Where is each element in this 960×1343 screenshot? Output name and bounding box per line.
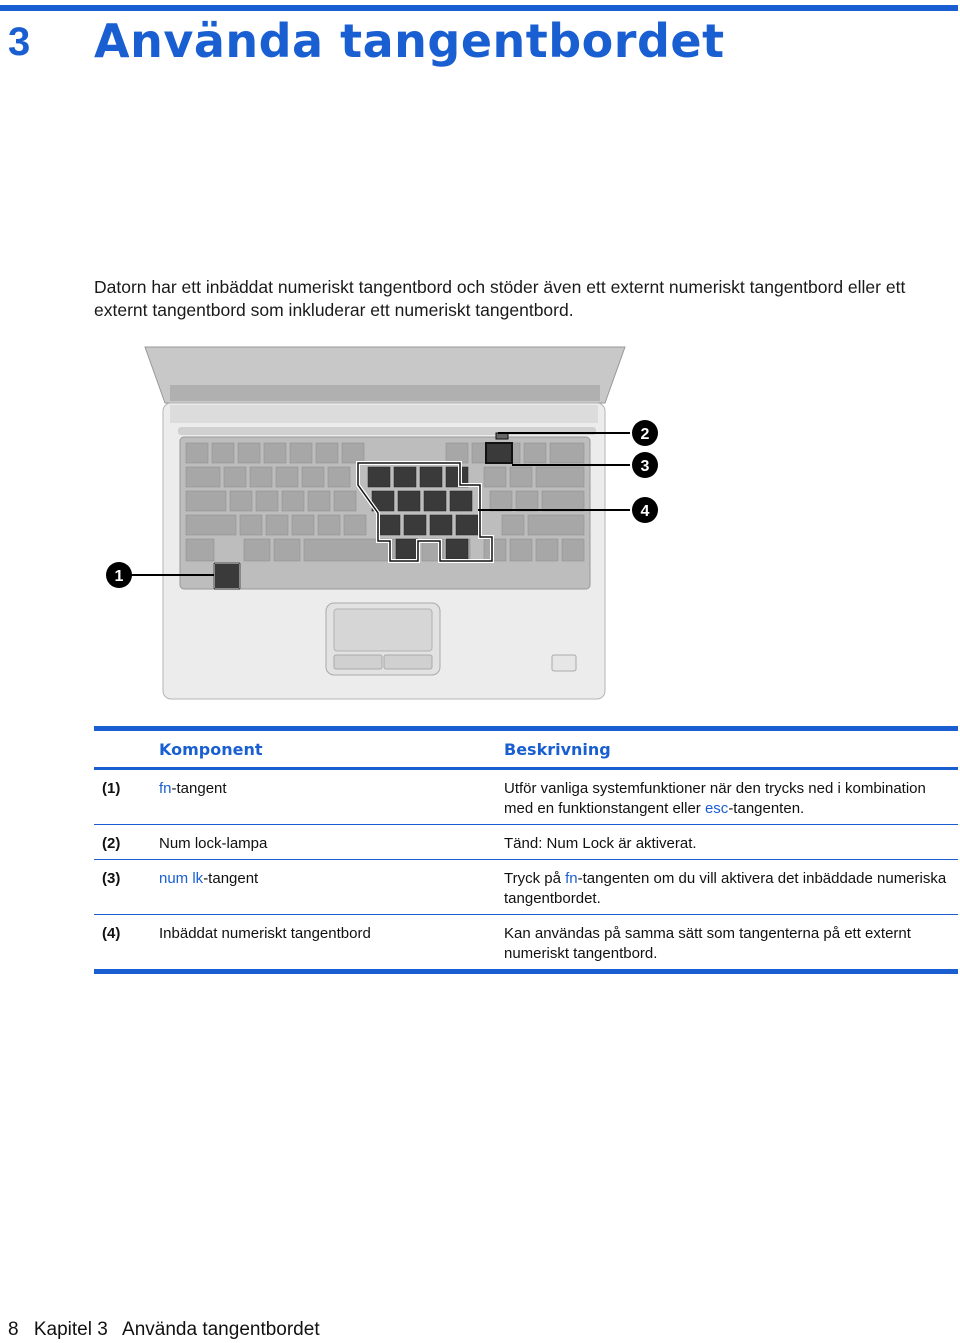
intro-paragraph: Datorn har ett inbäddat numeriskt tangentbord och stöder även ett externt numeriskt tangentbord eller ett externt tangentbord som inkluderar ett numeriskt tangentbord. — [94, 277, 906, 320]
row-number: (2) — [102, 835, 121, 852]
row-component: num lk-tangent — [159, 870, 259, 887]
table-bottom-rule — [94, 969, 958, 974]
footer-chapter-label: Kapitel 3 — [33, 1319, 108, 1340]
column-header-component: Komponent — [159, 740, 263, 759]
callout-2-icon — [632, 420, 658, 446]
svg-text:1: 1 — [114, 568, 124, 585]
row-number: (3) — [102, 870, 121, 887]
page-footer — [8, 1319, 330, 1341]
row-component: fn-tangent — [159, 780, 227, 797]
row-rule — [94, 914, 958, 915]
callout-4-icon — [632, 497, 658, 523]
callout-3-icon — [632, 452, 658, 478]
row-number: (4) — [102, 925, 121, 942]
chapter-top-rule — [0, 5, 958, 11]
row-rule — [94, 859, 958, 860]
svg-text:4: 4 — [640, 503, 650, 520]
num-lk-key — [486, 443, 512, 463]
fn-key — [214, 563, 240, 589]
svg-text:3: 3 — [640, 458, 650, 475]
chapter-number: 3 — [8, 20, 31, 64]
callout-1-icon — [106, 562, 132, 588]
row-description: Utför vanliga systemfunktioner när den trycks ned i kombination med en funktionstangent eller esc-tangenten. — [504, 780, 926, 817]
row-description: Tänd: Num Lock är aktiverat. — [504, 835, 697, 852]
header-rule — [94, 767, 958, 770]
row-description: Tryck på fn-tangenten om du vill aktivera det inbäddade numeriska tangentbordet. — [504, 870, 947, 907]
row-component: Inbäddat numeriskt tangentbord — [159, 925, 371, 942]
svg-text:2: 2 — [640, 426, 650, 443]
row-component: Num lock-lampa — [159, 835, 268, 852]
row-number: (1) — [102, 780, 121, 797]
row-rule — [94, 824, 958, 825]
laptop-keyboard-figure — [100, 345, 670, 705]
column-header-description: Beskrivning — [504, 740, 611, 759]
page-number: 8 — [8, 1319, 19, 1340]
row-description: Kan användas på samma sätt som tangenterna på ett externt numeriskt tangentbord. — [504, 925, 911, 962]
footer-chapter-title: Använda tangentbordet — [122, 1319, 320, 1340]
table-top-rule — [94, 726, 958, 731]
chapter-title: Använda tangentbordet — [94, 14, 725, 68]
